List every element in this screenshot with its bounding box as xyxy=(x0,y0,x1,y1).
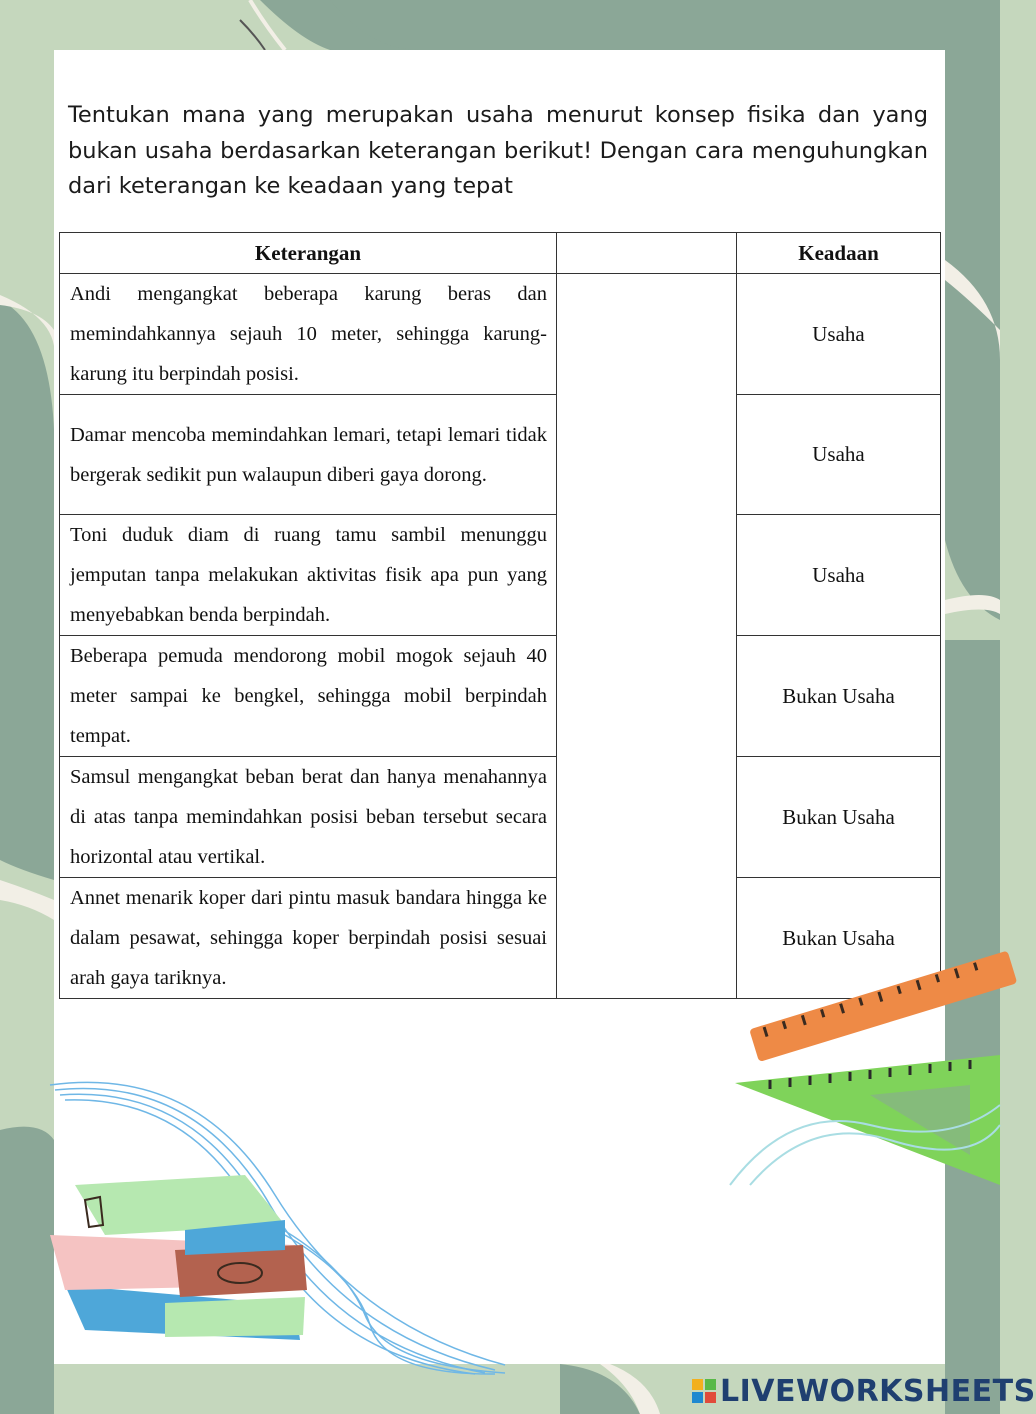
liveworksheets-logo-icon xyxy=(692,1379,716,1403)
header-keterangan: Keterangan xyxy=(60,233,557,274)
statement-5[interactable]: Samsul mengangkat beban berat dan hanya menahannya di atas tanpa memindahkan posisi beban tersebut secara horizontal atau vertikal. xyxy=(60,757,557,878)
state-4[interactable]: Bukan Usaha xyxy=(737,636,941,757)
table-row xyxy=(60,515,941,636)
statement-6[interactable]: Annet menarik koper dari pintu masuk bandara hingga ke dalam pesawat, sehingga koper berpindah posisi sesuai arah gaya tariknya. xyxy=(60,878,557,999)
state-3[interactable]: Usaha xyxy=(737,515,941,636)
table-row xyxy=(60,636,941,757)
statement-1[interactable]: Andi mengangkat beberapa karung beras dan memindahkannya sejauh 10 meter, sehingga karung-karung itu berpindah posisi. xyxy=(60,274,557,395)
statement-2[interactable]: Damar mencoba memindahkan lemari, tetapi lemari tidak bergerak sedikit pun walaupun diberi gaya dorong. xyxy=(60,395,557,515)
table-row xyxy=(60,395,941,515)
books-stack-icon xyxy=(45,1075,515,1375)
state-5[interactable]: Bukan Usaha xyxy=(737,757,941,878)
instruction-text: Tentukan mana yang merupakan usaha menurut konsep fisika dan yang bukan usaha berdasarkan keterangan berikut! Dengan cara menguhungkan dari keterangan ke keadaan yang tepat xyxy=(68,102,928,199)
header-middle xyxy=(557,233,737,274)
rulers-icon xyxy=(730,955,1000,1185)
statement-4[interactable]: Beberapa pemuda mendorong mobil mogok sejauh 40 meter sampai ke bengkel, sehingga mobil berpindah tempat. xyxy=(60,636,557,757)
state-1[interactable]: Usaha xyxy=(737,274,941,395)
header-keadaan: Keadaan xyxy=(737,233,941,274)
state-2[interactable]: Usaha xyxy=(737,395,941,515)
matching-area[interactable] xyxy=(557,274,737,999)
table-header-row xyxy=(60,233,941,274)
state-6[interactable]: Bukan Usaha xyxy=(737,878,941,999)
liveworksheets-logo[interactable] xyxy=(692,1371,1036,1411)
watermark-text: LIVEWORKSHEETS xyxy=(720,1373,1036,1409)
matching-table xyxy=(59,232,941,999)
table-row xyxy=(60,274,941,395)
table-row xyxy=(60,757,941,878)
statement-3[interactable]: Toni duduk diam di ruang tamu sambil menunggu jemputan tanpa melakukan aktivitas fisik apa pun yang menyebabkan benda berpindah. xyxy=(60,515,557,636)
